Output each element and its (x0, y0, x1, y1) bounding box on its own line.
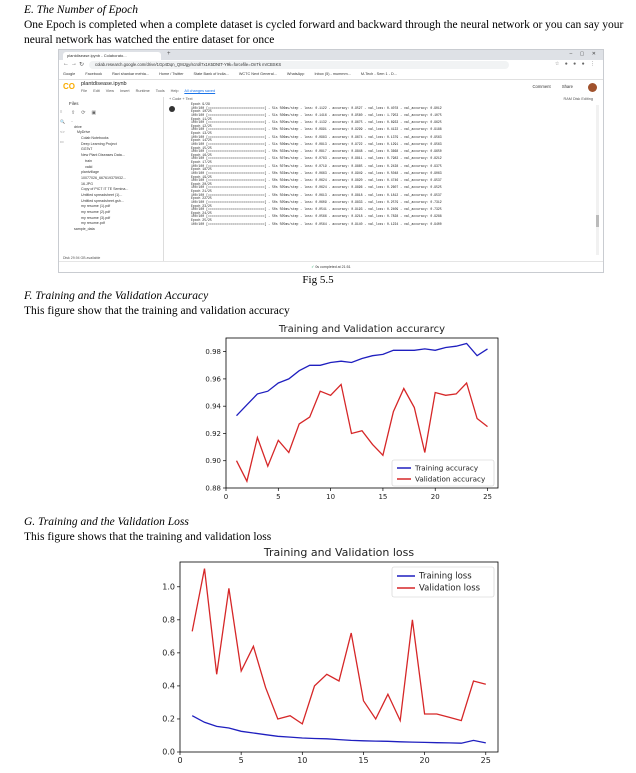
cell-output (191, 103, 442, 226)
y-tick-label: 1.0 (162, 582, 175, 592)
scroll-thumb[interactable] (596, 215, 599, 227)
files-title: Files (69, 101, 79, 106)
tree-item[interactable]: New Plant Diseases Data... (81, 153, 125, 158)
colab-screenshot-figure (58, 49, 604, 273)
colab-logo-icon: CO (63, 82, 75, 91)
bookmark[interactable]: WhatsApp (286, 72, 305, 76)
x-tick-label: 20 (430, 493, 440, 501)
x-tick-label: 10 (326, 493, 336, 501)
section-g-heading: G. Training and the Validation Loss (24, 516, 189, 528)
file-actions-icons[interactable]: ⇪⟳▣ (71, 110, 103, 116)
output-line: Epoch 13/25 (191, 131, 212, 135)
tree-item[interactable]: .. (71, 119, 73, 123)
section-e-heading: E. The Number of Epoch (24, 4, 139, 16)
output-line: 100/100 [==============================] - 50s 504ms/step - loss: 0.0613 - accuracy: 0.9818 - val_loss: 0.1812 - val_accuracy: 0.9537 (191, 192, 442, 197)
output-line: Epoch 25/25 (191, 218, 212, 222)
sidebar-icons[interactable]: ≡ 🔍 <> ▭ (60, 109, 65, 144)
tree-item[interactable]: drive (74, 124, 82, 129)
accuracy-chart (196, 320, 506, 508)
y-tick-label: 0.6 (162, 648, 175, 658)
x-tick-label: 0 (223, 493, 229, 501)
y-tick-label: 0.98 (205, 348, 221, 357)
tree-item[interactable]: my resume (2).pdf (81, 210, 111, 214)
tree-item[interactable]: Colab Notebooks (81, 136, 109, 141)
y-tick-label: 0.0 (162, 747, 175, 757)
output-line: Epoch 9/29 (191, 102, 210, 106)
disk-usage: Disk 29.94 GB available (63, 256, 101, 260)
x-tick-label: 25 (483, 493, 492, 501)
x-tick-label: 25 (480, 756, 491, 765)
status-bar (59, 261, 603, 272)
output-line: 100/100 [==============================] - 51s 506ms/step - loss: 0.1122 - accuracy: 0.9527 - val_loss: 0.4078 - val_accuracy: 0.9012 (191, 105, 442, 110)
bookmark[interactable]: Google (63, 72, 76, 76)
extensions-icons[interactable]: ☆ ● ● ● ⋮ (554, 61, 597, 67)
tree-item[interactable]: Deep Learning Project (81, 141, 117, 146)
file-tree (71, 119, 128, 233)
url-field[interactable]: colab.research.google.com/drive/1Gp4Dqn_QMJgy/scroll7x1K5DNtT-Y9k=forcefile=OnTk mrCBSKS (89, 61, 509, 69)
legend-label: Training accuracy (415, 463, 479, 473)
save-status[interactable]: All changes saved (184, 89, 216, 93)
menu-insert[interactable]: Insert (120, 89, 130, 93)
loss-chart-svg (150, 545, 510, 770)
header-actions (522, 84, 573, 89)
x-tick-label: 20 (419, 756, 430, 765)
new-tab-icon[interactable]: + (167, 51, 171, 57)
output-line: 100/100 [==============================] - 51s 506ms/step - loss: 0.0813 - accuracy: 0.9722 - val_loss: 0.1291 - val_accuracy: 0.9563 (191, 141, 442, 146)
output-line: Epoch 12/25 (191, 123, 212, 128)
tree-item[interactable]: Copy of PICT IT TE Semina... (81, 187, 129, 192)
tree-item[interactable]: MyDrive (77, 130, 91, 135)
address-bar-row (59, 60, 603, 70)
output-line: 100/100 [==============================] - 50s 504ms/step - loss: 0.0624 - accuracy: 0.9820 - val_loss: 0.4746 - val_accuracy: 0.9537 (191, 178, 442, 183)
y-tick-label: 0.96 (205, 375, 221, 384)
output-line: 100/100 [==============================] - 51s 506ms/step - loss: 0.1416 - accuracy: 0.9560 - val_loss: 1.7953 - val_accuracy: 0.1075 (191, 112, 442, 117)
output-line: Epoch 23/25 (191, 203, 212, 208)
tree-item[interactable]: Untitled spreadsheet (1)... (81, 192, 123, 197)
browser-tab[interactable]: plantdisease.ipynb - Colaborato... (63, 52, 161, 60)
tree-item[interactable]: GGTsT (81, 147, 93, 152)
bookmarks-bar (59, 70, 603, 80)
notebook-cell-area (165, 97, 599, 262)
output-line: Epoch 21/25 (191, 189, 212, 193)
section-f-heading: F. Training and the Validation Accuracy (24, 290, 209, 302)
output-line: Epoch 22/25 (191, 196, 212, 201)
output-line: 100/100 [==============================] - 51s 507ms/step - loss: 0.0719 - accuracy: 0.9885 - val_loss: 0.2428 - val_accuracy: 0.9375 (191, 163, 442, 168)
forward-icon[interactable]: → (71, 61, 77, 67)
y-tick-label: 0.90 (205, 457, 221, 466)
output-scrollbar[interactable] (596, 105, 599, 255)
comment-button[interactable]: Comment (532, 84, 551, 89)
tree-item[interactable]: train (85, 158, 92, 163)
tree-item[interactable]: my resume.pdf (81, 221, 105, 226)
output-line: 100/100 [==============================] - 50s 505ms/step - loss: 0.0566 - accuracy: 0.9218 - val_loss: 0.7828 - val_accuracy: 0.9288 (191, 214, 442, 219)
bookmark[interactable]: WCTC Next General... (238, 72, 277, 76)
menu-runtime[interactable]: Runtime (135, 89, 150, 93)
avatar[interactable] (588, 83, 597, 92)
tree-item[interactable]: valid (85, 164, 93, 169)
series-line-training (192, 716, 486, 744)
output-line: Epoch 15/25 (191, 145, 212, 150)
tree-item[interactable]: Untitled spreadsheet.gsh... (81, 198, 124, 203)
output-line: 100/100 [==============================] - 51s 505ms/step - loss: 0.1132 - accuracy: 0.9675 - val_loss: 0.8933 - val_accuracy: 0.9625 (191, 120, 442, 125)
bookmark[interactable]: Facebook (85, 72, 102, 76)
bookmark[interactable]: Home / Twitter (159, 72, 184, 76)
check-icon: ✓ (311, 265, 316, 269)
colab-menu (81, 89, 220, 93)
section-e-paragraph: One Epoch is completed when a complete dataset is cycled forward and backward through the neural network or you can say your neural network has watched the entire dataset for once (24, 19, 624, 46)
tree-item[interactable]: my resume (3).pdf (81, 215, 111, 220)
browser-tab-strip (59, 50, 603, 60)
menu-file[interactable]: File (81, 89, 88, 93)
x-tick-label: 15 (358, 756, 369, 765)
tree-item[interactable]: 16.JPG (81, 181, 93, 186)
back-icon[interactable]: ← (63, 61, 69, 67)
y-tick-label: 0.88 (205, 484, 221, 493)
tree-item[interactable]: 10077026_667619375932... (81, 175, 126, 180)
output-line: 100/100 [==============================] - 50s 505ms/step - loss: 0.0609 - accuracy: 0.9833 - val_loss: 0.2579 - val_accuracy: 0.7312 (191, 199, 442, 204)
output-line: 100/100 [==============================] - 51s 506ms/step - loss: 0.0983 - accuracy: 0.9674 - val_loss: 0.1379 - val_accuracy: 0.9563 (191, 134, 442, 139)
y-tick-label: 0.8 (162, 615, 175, 625)
tree-item[interactable]: plantvillage (81, 170, 99, 175)
add-cell-toolbar[interactable]: + Code + Text (169, 97, 193, 101)
output-line: Epoch 14/25 (191, 138, 212, 143)
y-tick-label: 0.4 (162, 681, 175, 691)
menu-help[interactable]: Help (170, 89, 179, 93)
bookmark[interactable]: State Bank of India... (193, 72, 229, 76)
menu-tools[interactable]: Tools (155, 89, 165, 93)
bookmark[interactable]: M-Tech - Sem 1 - D... (360, 72, 397, 76)
output-line: Epoch 19/25 (191, 174, 212, 179)
files-panel (59, 97, 164, 262)
menu-view[interactable]: View (105, 89, 114, 93)
notebook-name[interactable]: plantdisease.ipynb (81, 81, 127, 87)
y-tick-label: 0.2 (162, 714, 175, 724)
x-tick-label: 0 (177, 756, 183, 765)
x-tick-label: 5 (238, 756, 244, 765)
chart-title: Training and Validation accurarcy (278, 324, 446, 335)
x-tick-label: 5 (276, 493, 281, 501)
output-line: Epoch 17/25 (191, 160, 212, 164)
x-tick-label: 10 (297, 756, 308, 765)
legend-label: Validation accuracy (415, 474, 486, 484)
tree-item[interactable]: sample_data (74, 227, 95, 232)
run-cell-button[interactable] (169, 106, 175, 112)
output-line: 100/100 [==============================] - 50s 501ms/step - loss: 0.0991 - accuracy: 0.9299 - val_loss: 0.4122 - val_accuracy: 0.9188 (191, 127, 442, 132)
output-line: 100/100 [==============================] - 50s 503ms/step - loss: 0.0663 - accuracy: 0.9949 - val_loss: 0.5048 - val_accuracy: 0.9063 (191, 170, 442, 175)
output-line: Epoch 18/25 (191, 167, 212, 172)
section-f-paragraph: This figure show that the training and validation accuracy (24, 305, 290, 317)
output-line: Epoch 10/25 (191, 109, 212, 114)
reload-icon[interactable]: ↻ (79, 62, 85, 68)
loss-chart (150, 545, 510, 770)
output-line: 100/100 [==============================] - 51s 507ms/step - loss: 0.0783 - accuracy: 0.9811 - val_loss: 0.7983 - val_accuracy: 0.8212 (191, 156, 442, 161)
output-line: 100/100 [==============================] - 50s 505ms/step - loss: 0.0624 - accuracy: 0.9896 - val_loss: 0.2607 - val_accuracy: 0.9525 (191, 185, 442, 190)
output-line: 100/100 [==============================] - 50s 504ms/step - loss: 0.0541 - accuracy: 0.9193 - val_loss: 0.2409 - val_accuracy: 0.7325 (191, 207, 442, 212)
bookmark[interactable]: Inbox (5) - mummm... (314, 72, 351, 76)
share-button[interactable]: Share (561, 84, 573, 89)
output-line: Epoch 24/25 (191, 210, 212, 215)
output-line: 100/100 [==============================] - 50s 502ms/step - loss: 0.0817 - accuracy: 0.9848 - val_loss: 0.3668 - val_accuracy: 0.9650 (191, 149, 442, 154)
bookmark[interactable]: Ravi shankar mehta... (112, 72, 149, 76)
window-controls[interactable]: – ▢ ✕ (569, 51, 599, 57)
status-text: 0s completed at 21:51 (315, 265, 351, 269)
figure-caption: Fig 5.5 (302, 274, 334, 286)
colab-header (59, 80, 603, 98)
runtime-status[interactable]: RAM Disk Editing (563, 97, 593, 101)
output-line: 100/100 [==============================] - 50s 505ms/step - loss: 0.0564 - accuracy: 0.9140 - val_loss: 0.1224 - val_accuracy: 0.9400 (191, 221, 442, 226)
legend-label: Training loss (419, 571, 472, 582)
x-tick-label: 15 (378, 493, 388, 501)
y-tick-label: 0.92 (205, 429, 221, 438)
output-line: Epoch 16/25 (191, 152, 212, 157)
series-line-training (237, 344, 488, 416)
legend-label: Validation loss (419, 583, 481, 594)
section-g-paragraph: This figure shows that the training and validation loss (24, 531, 272, 543)
chart-title: Training and Validation loss (263, 546, 415, 559)
y-tick-label: 0.94 (205, 402, 221, 411)
tree-item[interactable]: my resume (1).pdf (81, 204, 111, 209)
output-line: Epoch 20/25 (191, 181, 212, 186)
acc-chart-svg (196, 320, 506, 508)
output-line: Epoch 11/25 (191, 116, 212, 121)
menu-edit[interactable]: Edit (93, 89, 100, 93)
